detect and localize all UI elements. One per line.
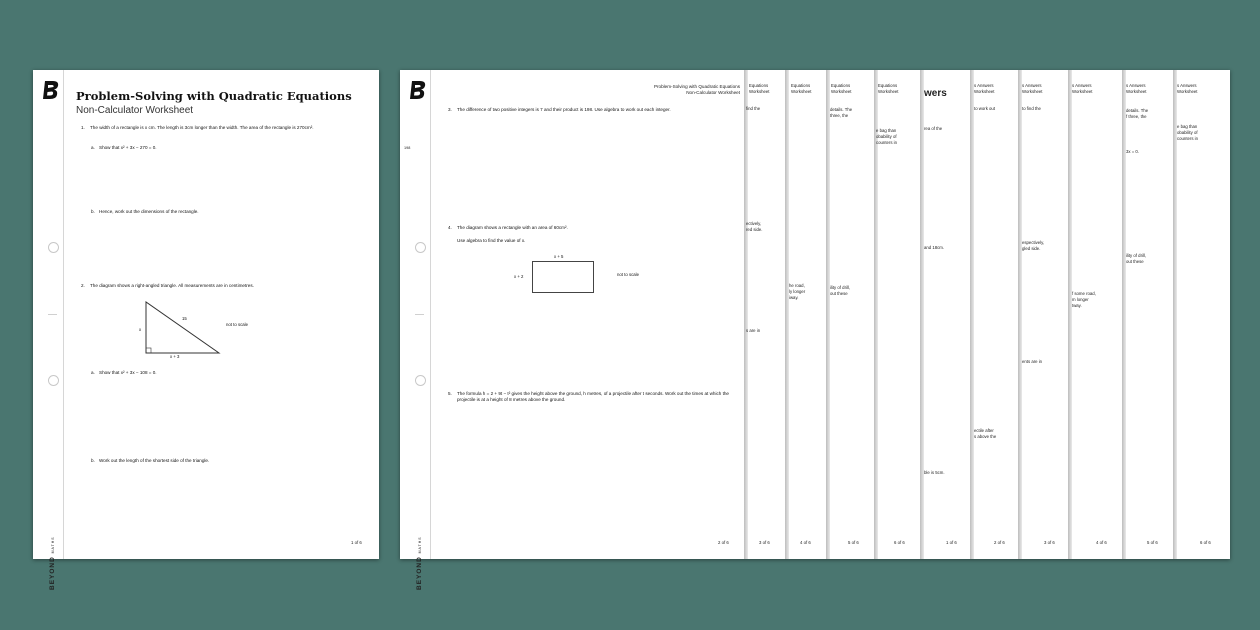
page-fragment: details. The: [1126, 108, 1149, 113]
page-edge: [970, 70, 974, 559]
page-number: 6 of 6: [1200, 540, 1211, 545]
page-fragment: s Answers: [1022, 83, 1042, 88]
page-fragment: wers: [924, 88, 947, 99]
page-edge: [826, 70, 830, 559]
page-subtitle: Non-Calculator Worksheet: [76, 105, 194, 116]
page-fragment: Worksheet: [878, 89, 899, 94]
page-fragment: ility of drill,: [830, 285, 851, 290]
page-fragment: Equations: [791, 83, 811, 88]
page-fragment: he road,: [789, 283, 805, 288]
beyond-logo-icon: [409, 80, 427, 100]
question-1-text: The width of a rectangle is x cm. The length is 3cm longer than the width. The area of the rectangle is 270cm².: [90, 125, 314, 130]
page-fragment: Equations: [878, 83, 898, 88]
page-fragment: to work out: [974, 106, 996, 111]
part-letter: a.: [91, 145, 95, 150]
question-number: 1.: [81, 125, 85, 130]
page-fragment: Worksheet: [1126, 89, 1147, 94]
page-number: 1 of 6: [351, 540, 362, 545]
page-fragment: Worksheet: [1072, 89, 1093, 94]
question-number: 2.: [81, 283, 85, 288]
page-fragment: obability of: [876, 134, 897, 139]
page-fragment: Worksheet: [791, 89, 812, 94]
page-edge: [920, 70, 924, 559]
punch-hole: [48, 242, 59, 253]
fold-mark: [415, 314, 424, 315]
page-fragment: Equations: [749, 83, 769, 88]
page-fragment: Worksheet: [749, 89, 770, 94]
question-4-text: The diagram shows a rectangle with an area of 60cm².: [457, 225, 568, 230]
part-letter: b.: [91, 458, 95, 463]
binding-strip: [400, 70, 431, 590]
beyond-logo-icon: [42, 80, 60, 100]
triangle-side-label: x: [139, 327, 142, 332]
question-number: 3.: [448, 107, 452, 112]
rectangle-diagram: [532, 261, 594, 293]
part-letter: a.: [91, 370, 95, 375]
worksheet-page-1: [33, 70, 379, 590]
page-edge: [1122, 70, 1126, 559]
binding-strip: [33, 70, 64, 590]
triangle-hypotenuse-label: 15: [182, 316, 187, 321]
worksheet-page-stack: [400, 70, 1230, 590]
page-fragment: tway.: [1072, 303, 1082, 308]
page-fragment: f some road,: [1072, 291, 1096, 296]
page-fragment: out these: [830, 291, 848, 296]
page-fragment: e bag than: [876, 128, 897, 133]
question-number: 5.: [448, 391, 452, 396]
punch-hole: [48, 375, 59, 386]
page-edge: [1068, 70, 1072, 559]
page-fragment: ility of drill,: [1126, 253, 1147, 258]
page-fragment: counters in: [1177, 136, 1199, 141]
question-1a-text: Show that x² + 3x − 270 = 0.: [99, 145, 157, 150]
rectangle-top-label: x + 5: [554, 254, 564, 259]
page-fragment: e bag than: [1177, 124, 1198, 129]
page-fragment: rea of the: [924, 126, 943, 131]
page-number: 3 of 6: [1044, 540, 1055, 545]
page-fragment: ly longer: [789, 289, 806, 294]
page-fragment: red side.: [746, 227, 763, 232]
question-2b-text: Work out the length of the shortest side of the triangle.: [99, 458, 210, 463]
page-fragment: ectile after: [974, 428, 994, 433]
page-fragment: ents are in: [1022, 359, 1043, 364]
page-edge: [785, 70, 789, 559]
page-fragment: three, the: [830, 113, 849, 118]
page-fragment: m longer: [1072, 297, 1089, 302]
page-number: 4 of 6: [1096, 540, 1107, 545]
page-fragment: Worksheet: [831, 89, 852, 94]
page-fragment: s Answers: [974, 83, 994, 88]
page-number: 6 of 6: [894, 540, 905, 545]
page-fragment: s Answers: [1126, 83, 1146, 88]
page-fragment: Worksheet: [1177, 89, 1198, 94]
page-fragment: find the: [746, 106, 761, 111]
question-2-text: The diagram shows a right-angled triangle. All measurements are in centimetres.: [90, 283, 254, 288]
page-fragment: espectively,: [1022, 240, 1045, 245]
page-edge: [1018, 70, 1022, 559]
page-fragment: s Answers: [1072, 83, 1092, 88]
page-fragment: obability of: [1177, 130, 1198, 135]
page-fragment: Worksheet: [1022, 89, 1043, 94]
page-fragment: counters in: [876, 140, 898, 145]
page-number: 4 of 6: [800, 540, 811, 545]
triangle-base-label: x + 3: [170, 354, 180, 359]
page-fragment: s above the: [974, 434, 997, 439]
page-fragment: and 18cm.: [924, 245, 945, 250]
page-number: 2 of 6: [718, 540, 729, 545]
brand-wordmark: BEYOND MATHS: [49, 536, 56, 590]
not-to-scale-note: not to scale: [226, 322, 248, 327]
not-to-scale-note: not to scale: [617, 272, 639, 277]
fold-mark: [48, 314, 57, 315]
question-3-text: The difference of two positive integers is 7 and their product is 198. Use algebra to work out each integer.: [457, 107, 671, 112]
page-number: 5 of 6: [1147, 540, 1158, 545]
rectangle-side-label: x + 2: [514, 274, 524, 279]
page-fragment: Equations: [831, 83, 851, 88]
page-header: [580, 84, 740, 95]
page-number: 1 of 6: [946, 540, 957, 545]
header-title: Problem-Solving with Quadratic Equations: [653, 84, 740, 89]
margin-mark: 198: [404, 146, 411, 150]
page-fragment: ble is 5cm.: [924, 470, 945, 475]
page-edge: [1173, 70, 1177, 559]
page-fragment: details. The: [830, 107, 853, 112]
page-fragment: f three, the: [1126, 114, 1147, 119]
page-number: 5 of 6: [848, 540, 859, 545]
part-letter: b.: [91, 209, 95, 214]
brand-wordmark: BEYOND MATHS: [416, 536, 423, 590]
question-5-text: The formula h = 2 + 9t − t² gives the height above the ground, h metres, of a projectile after t seconds. Work out the times at which the projectile is at a height of 8 metres above the ground.: [457, 391, 729, 402]
question-number: 4.: [448, 225, 452, 230]
page-fragment: 3x = 0.: [1126, 149, 1140, 154]
question-1b-text: Hence, work out the dimensions of the rectangle.: [99, 209, 199, 214]
page-fragment: to find the: [1022, 106, 1041, 111]
punch-hole: [415, 375, 426, 386]
question-4-instruction: Use algebra to find the value of x.: [457, 238, 526, 243]
page-fragment: Worksheet: [974, 89, 995, 94]
page-fragment: out these: [1126, 259, 1144, 264]
page-fragment: gled side.: [1022, 246, 1041, 251]
page-number: 3 of 6: [759, 540, 770, 545]
question-2a-text: Show that x² + 3x − 108 = 0.: [99, 370, 157, 375]
page-number: 2 of 6: [994, 540, 1005, 545]
page-edge: [744, 70, 748, 559]
page-fragment: iway.: [789, 295, 799, 300]
page-fragment: ectively,: [746, 221, 762, 226]
page-fragment: s Answers: [1177, 83, 1197, 88]
page-title: Problem-Solving with Quadratic Equations: [76, 89, 352, 103]
punch-hole: [415, 242, 426, 253]
page-fragment: s are in: [746, 328, 761, 333]
header-subtitle: Non-Calculator Worksheet: [686, 89, 740, 95]
right-triangle-diagram: [141, 300, 223, 356]
